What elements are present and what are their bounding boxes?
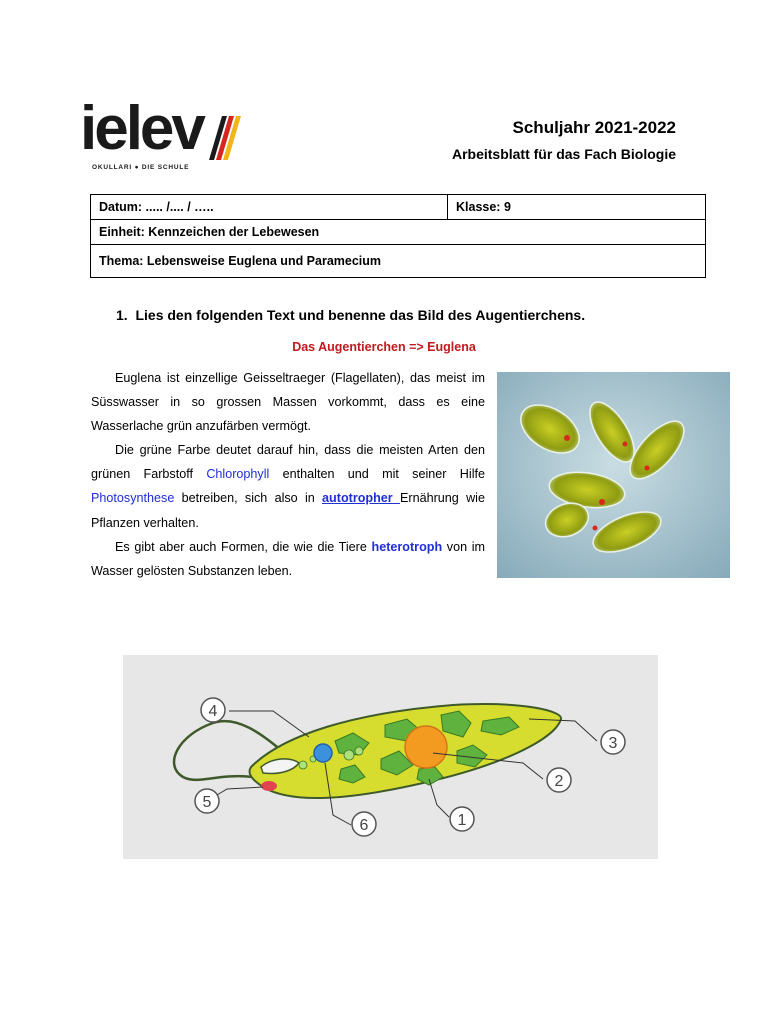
paragraph-3 bbox=[91, 535, 485, 583]
euglena-micrograph-image bbox=[497, 372, 730, 578]
term-autotropher: autotropher bbox=[322, 491, 400, 506]
diagram-label-5: 5 bbox=[202, 794, 212, 811]
logo-wordmark: ielev bbox=[80, 94, 203, 163]
task-text: Lies den folgenden Text und benenne das Bild des Augentierchens. bbox=[135, 307, 586, 323]
text-span: von im Wasser gelösten Substanzen leben. bbox=[91, 539, 486, 578]
diagram-label-1: 1 bbox=[457, 812, 467, 829]
flag-stripes-icon bbox=[208, 116, 242, 160]
date-cell: Datum: ..... /.... / ….. bbox=[91, 195, 448, 220]
table-row bbox=[91, 220, 706, 245]
section-title: Das Augentierchen => Euglena bbox=[292, 340, 476, 354]
diagram-label-2: 2 bbox=[554, 773, 564, 790]
text-span: betreiben, sich also in bbox=[174, 491, 323, 506]
school-logo bbox=[80, 94, 240, 174]
table-row bbox=[91, 245, 706, 278]
text-span: Die grüne Farbe deutet darauf hin, dass die meisten Arten den grünen Farbstoff bbox=[91, 443, 485, 482]
school-year: Schuljahr 2021-2022 bbox=[512, 118, 676, 137]
term-chlorophyll: Chlorophyll bbox=[206, 467, 270, 482]
body-text bbox=[91, 366, 485, 583]
diagram-label-4: 4 bbox=[208, 703, 218, 720]
logo-tagline: OKULLARI ● DIE SCHULE bbox=[92, 164, 190, 171]
diagram-label-6: 6 bbox=[359, 817, 369, 834]
task-heading bbox=[116, 307, 585, 323]
text-span: Ernährung wie Pflanzen verhalten. bbox=[91, 491, 485, 530]
worksheet-subject: Arbeitsblatt für das Fach Biologie bbox=[451, 146, 676, 162]
diagram-label-3: 3 bbox=[608, 735, 618, 752]
text-span: Es gibt aber auch Formen, die wie die Tiere bbox=[115, 539, 372, 554]
info-table bbox=[90, 194, 706, 278]
table-row bbox=[91, 195, 706, 220]
text-span: enthalten und mit seiner Hilfe bbox=[269, 467, 485, 482]
term-heterotroph: heterotroph bbox=[371, 539, 443, 554]
term-photosynthese: Photosynthese bbox=[91, 491, 175, 506]
paragraph-2 bbox=[91, 438, 485, 534]
task-number: 1. bbox=[116, 307, 128, 323]
topic-cell: Thema: Lebensweise Euglena und Paramecium bbox=[91, 245, 706, 278]
paragraph-1: Euglena ist einzellige Geisseltraeger (Flagellaten), das meist im Süsswasser in so grossen Massen vorkommt, dass es eine Wasserlache grün anzufärben vermögt. bbox=[91, 371, 485, 434]
class-cell: Klasse: 9 bbox=[448, 195, 706, 220]
euglena-diagram bbox=[123, 655, 658, 859]
unit-cell: Einheit: Kennzeichen der Lebewesen bbox=[91, 220, 706, 245]
